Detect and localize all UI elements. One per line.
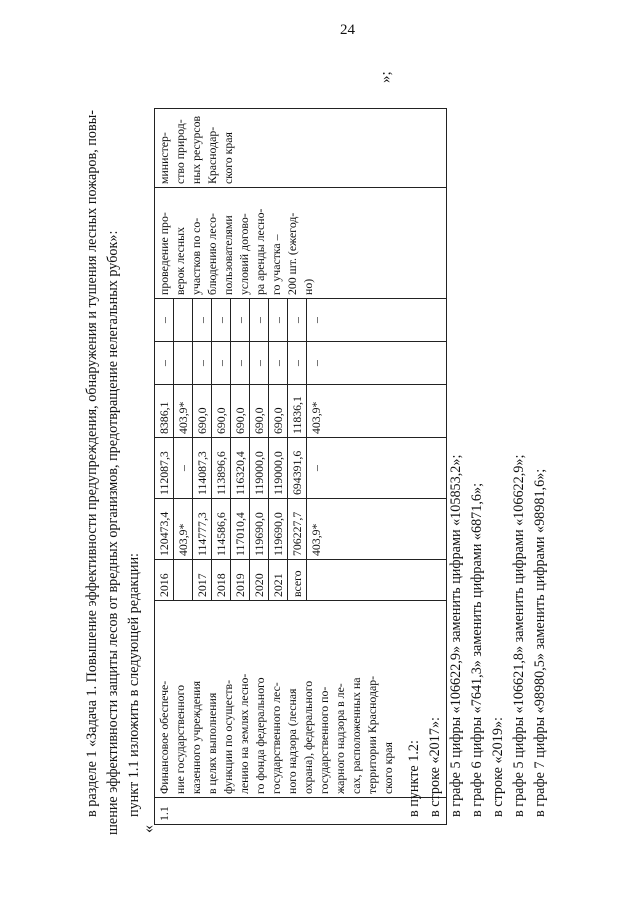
instruction-line: в строке «2017»: bbox=[427, 717, 443, 817]
item-number: 1.1 bbox=[155, 798, 447, 825]
table-cell: – bbox=[307, 438, 447, 499]
page-number: 24 bbox=[340, 22, 355, 38]
table-cell: – bbox=[231, 342, 250, 385]
executor-cell: министер- ство природ- ных ресурсов Краснодар- ского края bbox=[155, 109, 447, 188]
table-cell bbox=[307, 560, 447, 601]
table-cell: – bbox=[212, 299, 231, 342]
table-cell: – bbox=[193, 342, 212, 385]
instruction-line: в графе 5 цифры «106621,8» заменить цифрами «106622,9»; bbox=[511, 454, 527, 817]
rotated-content bbox=[82, 65, 548, 835]
table-cell: 120473,4 bbox=[155, 499, 174, 560]
table-cell: 119690,0 bbox=[250, 499, 269, 560]
table-cell: 690,0 bbox=[212, 385, 231, 438]
table-cell: 117010,4 bbox=[231, 499, 250, 560]
table-cell: 403,9* bbox=[307, 385, 447, 438]
table-cell: – bbox=[174, 438, 193, 499]
table-cell: – bbox=[307, 342, 447, 385]
closing-mark: »; bbox=[378, 71, 394, 83]
program-table bbox=[154, 108, 447, 825]
table-cell: – bbox=[231, 299, 250, 342]
result-cell: проведение про- верок лесных участков по со- блюдению лесо- пользователями условий догово- ра аренды лесно- го участка – 200 шт. (ежегод- но) bbox=[155, 188, 447, 299]
table-cell: – bbox=[212, 342, 231, 385]
table-cell: – bbox=[250, 299, 269, 342]
table-cell: 112087,3 bbox=[155, 438, 174, 499]
table-cell: 119000,0 bbox=[250, 438, 269, 499]
table-cell: 113896,6 bbox=[212, 438, 231, 499]
table-cell bbox=[174, 342, 193, 385]
table-cell: 116320,4 bbox=[231, 438, 250, 499]
table-cell: – bbox=[155, 299, 174, 342]
table-cell: – bbox=[155, 342, 174, 385]
table-cell: 2018 bbox=[212, 560, 231, 601]
table-cell: 114777,3 bbox=[193, 499, 212, 560]
open-quote: « bbox=[140, 825, 157, 833]
table-cell: 2019 bbox=[231, 560, 250, 601]
table-cell: 706227,7 bbox=[288, 499, 307, 560]
table-cell: 11836,1 bbox=[288, 385, 307, 438]
table-cell: всего bbox=[288, 560, 307, 601]
table-cell: 690,0 bbox=[231, 385, 250, 438]
table-cell: 403,9* bbox=[174, 385, 193, 438]
table-cell: 690,0 bbox=[269, 385, 288, 438]
instruction-line: в пункте 1.2: bbox=[406, 740, 422, 817]
table-cell: 114586,6 bbox=[212, 499, 231, 560]
table-cell: 403,9* bbox=[307, 499, 447, 560]
table-cell: 119690,0 bbox=[269, 499, 288, 560]
table-cell: 119000,0 bbox=[269, 438, 288, 499]
intro-line-3: пункт 1.1 изложить в следующей редакции: bbox=[126, 553, 142, 817]
instruction-line: в графе 5 цифры «106622,9» заменить цифрами «105853,2»; bbox=[448, 454, 464, 817]
intro-line-2: шение эффективности защиты лесов от вредных организмов, предотвращение нелегальных рубок»: bbox=[105, 230, 121, 835]
table-cell: 403,9* bbox=[174, 499, 193, 560]
instruction-line: в строке «2019»: bbox=[490, 717, 506, 817]
table-cell: 2017 bbox=[193, 560, 212, 601]
table-cell: – bbox=[269, 299, 288, 342]
table-cell: 8386,1 bbox=[155, 385, 174, 438]
intro-line-1: в разделе 1 «Задача 1. Повышение эффективности предупреждения, обнаружения и тушения лесных пожаров, повы- bbox=[84, 110, 100, 817]
table-cell: – bbox=[250, 342, 269, 385]
table-cell: – bbox=[288, 299, 307, 342]
table-cell: 114087,3 bbox=[193, 438, 212, 499]
table-cell: 690,0 bbox=[250, 385, 269, 438]
table-cell: 2016 bbox=[155, 560, 174, 601]
table-cell: – bbox=[269, 342, 288, 385]
table-cell: 690,0 bbox=[193, 385, 212, 438]
item-description: Финансовое обеспече- ние государственного казенного учреждения в целях выполнения функции по осуществ- лению на землях лесно- го фонда федерального государственного лес- ного надзора (лесная охрана), федерального государственного по- жарного надзора в ле- сах, расположенных на территории Краснодар- ского края bbox=[155, 601, 447, 798]
table-cell: 2020 bbox=[250, 560, 269, 601]
instruction-line: в графе 7 цифры «98980,5» заменить цифрами «98981,6»; bbox=[532, 468, 548, 817]
table-cell: – bbox=[288, 342, 307, 385]
table-cell bbox=[174, 560, 193, 601]
table-cell: 2021 bbox=[269, 560, 288, 601]
table-cell: – bbox=[193, 299, 212, 342]
instruction-line: в графе 6 цифры «7641,3» заменить цифрами «6871,6»; bbox=[469, 482, 485, 817]
table-cell: 694391,6 bbox=[288, 438, 307, 499]
table-cell bbox=[174, 299, 193, 342]
table-cell: – bbox=[307, 299, 447, 342]
